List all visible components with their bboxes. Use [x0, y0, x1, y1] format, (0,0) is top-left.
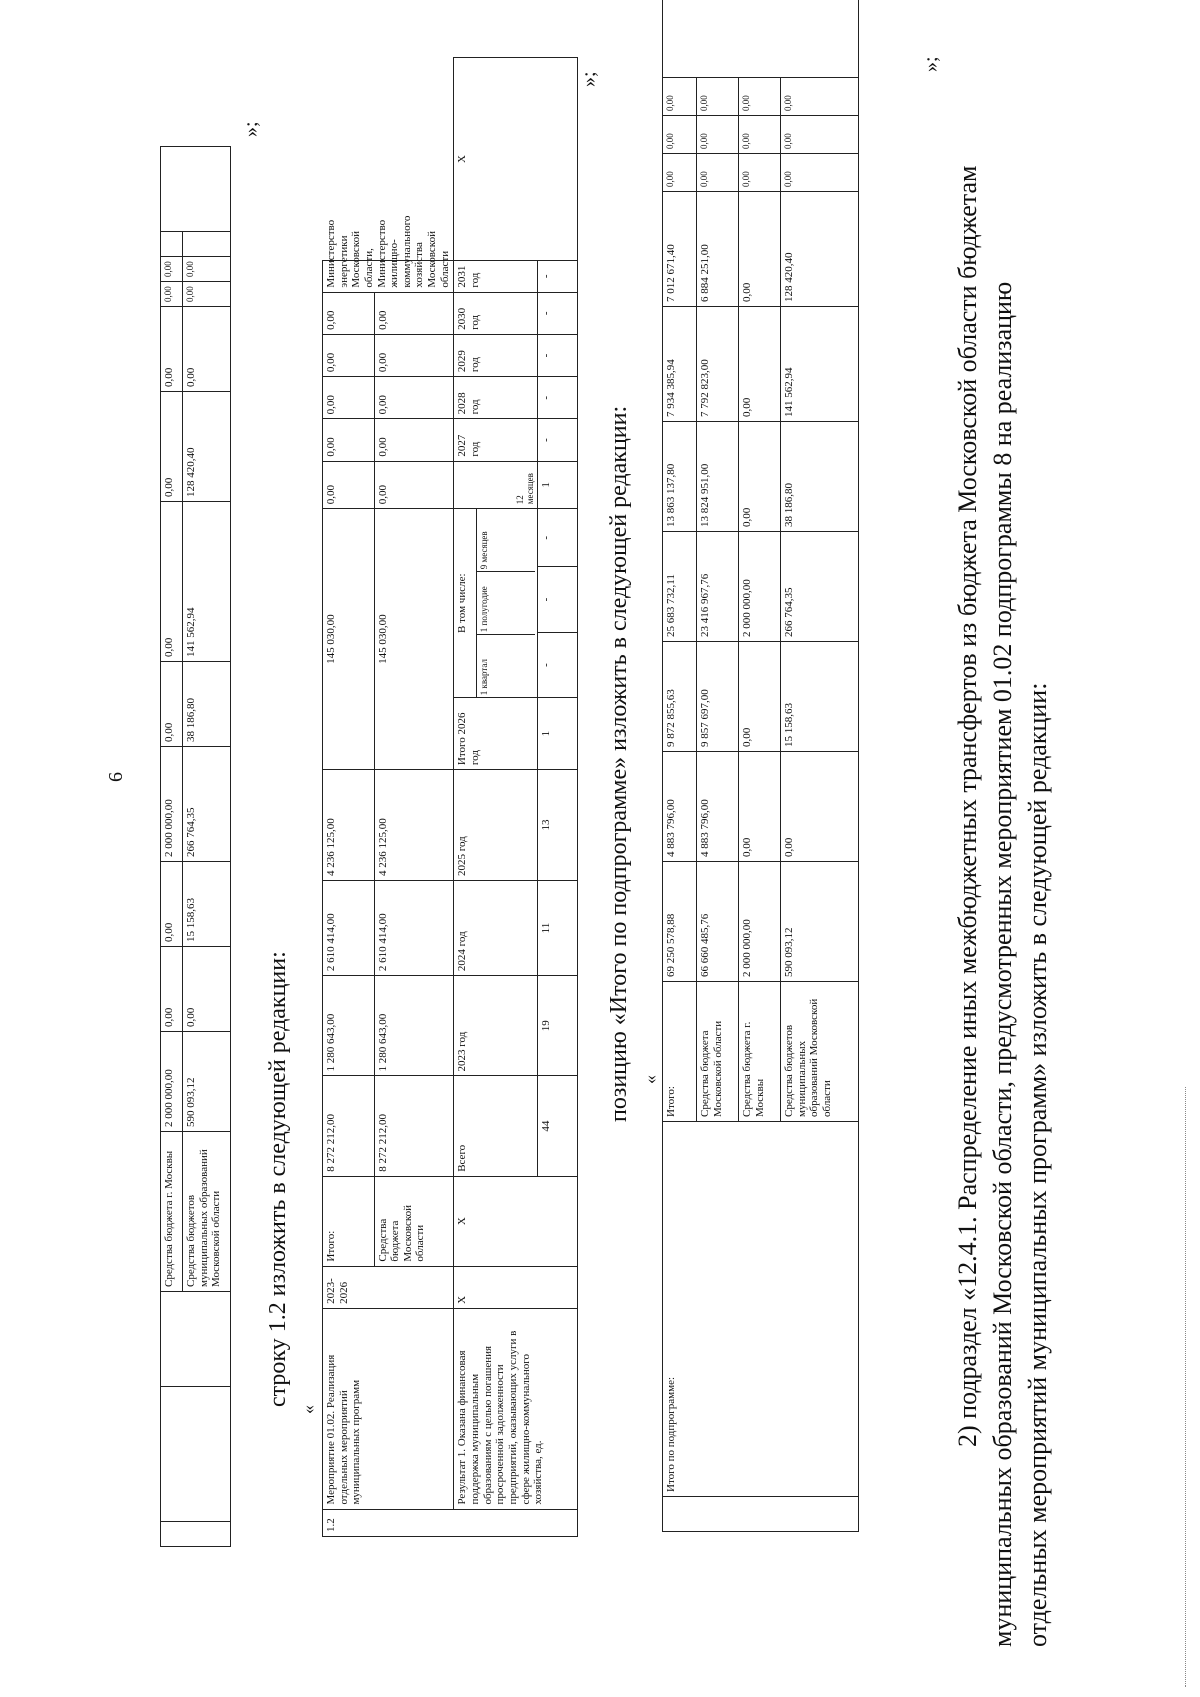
- top-row2-v1: 0,00: [183, 947, 231, 1032]
- top-row2-v8: 0,00: [183, 282, 231, 307]
- itogo-r1-v4: 13 824 951,00: [697, 422, 739, 532]
- top-row1-v6: 0,00: [161, 392, 183, 502]
- itogo-r0-v4: 13 863 137,80: [663, 422, 697, 532]
- paragraph-line-2: муниципальных образований Московской области, предусмотренных мероприятием 01.02 подпрограммы 8 на реализацию: [988, 281, 1017, 1647]
- paragraph-12-4-1: [950, 27, 1055, 1647]
- itogo-r3-v5: 141 562,94: [781, 307, 859, 422]
- itogo-end-mark: »;: [920, 56, 942, 72]
- itogo-r1-v8: 0,00: [697, 116, 739, 154]
- r12-x3: X: [454, 58, 578, 261]
- itogo-r2-v0: 2 000 000,00: [739, 862, 781, 982]
- r12-mo-v8: 0,00: [374, 334, 454, 376]
- top-row1-label: Средства бюджета г. Москвы: [161, 1132, 183, 1292]
- r12-h-vtom: В том числе:: [454, 509, 477, 697]
- itogo-r0-v1: 4 883 796,00: [663, 752, 697, 862]
- top-row2-v4: 38 186,80: [183, 662, 231, 747]
- top-row1-v4: 0,00: [161, 662, 183, 747]
- r12-res-v4: 1: [538, 698, 578, 770]
- itogo-r0-v7: 0,00: [663, 154, 697, 192]
- itogo-r1-v2: 9 857 697,00: [697, 642, 739, 752]
- top-row2-v3: 266 764,35: [183, 747, 231, 862]
- top-empty-resp: [161, 147, 231, 232]
- r12-res-v2: 11: [538, 881, 578, 976]
- page-number: 6: [105, 772, 127, 782]
- itogo-r1-v1: 4 883 796,00: [697, 752, 739, 862]
- itogo-r3-v3: 266 764,35: [781, 532, 859, 642]
- r12-res-v12: -: [538, 292, 578, 334]
- r12-itogo-v0: 8 272 212,00: [323, 1076, 375, 1176]
- top-row2-v2: 15 158,63: [183, 862, 231, 947]
- r12-result: Результат 1. Оказана финансовая поддержка муниципальным образованиям с целью погашения просроченной задолженности предприятий, оказывающих услуги в сфере жилищно-коммунального хозяйства, ед.: [454, 1308, 578, 1509]
- r12-x1: X: [454, 1266, 578, 1308]
- top-end-mark: »;: [240, 121, 262, 137]
- r12-mo-v9: 0,00: [374, 292, 454, 334]
- itogo-r2-v9: 0,00: [739, 78, 781, 116]
- table-row-1-2: [322, 57, 578, 1537]
- r12-h-2023: 2023 год: [454, 976, 538, 1076]
- heading-row-1-2: строку 1.2 изложить в следующей редакции:: [265, 951, 291, 1407]
- itogo-r2-v3: 2 000 000,00: [739, 532, 781, 642]
- r12-mo-v0: 8 272 212,00: [374, 1076, 454, 1176]
- r12-h-2029: 2029 год: [454, 334, 538, 376]
- heading-itogo: позицию «Итого по подпрограмме» изложить в следующей редакции:: [606, 405, 632, 1122]
- itogo-r3-v6: 128 420,40: [781, 192, 859, 307]
- itogo-r1-v3: 23 416 967,76: [697, 532, 739, 642]
- r12-responsible: Министерство энергетики Московской области, Министерство жилищно-коммунального хозяйства Московской области: [323, 260, 454, 292]
- itogo-r0-v9: 0,00: [663, 78, 697, 116]
- itogo-r3-v0: 590 093,12: [781, 862, 859, 982]
- itogo-r1-v9: 0,00: [697, 78, 739, 116]
- r12-h-m9: 9 месяцев: [479, 531, 490, 570]
- r12-h-2030: 2030 год: [454, 292, 538, 334]
- scan-edge-dots: [1185, 1087, 1187, 1687]
- r12-itogo-v3: 4 236 125,00: [323, 770, 375, 881]
- top-row1-extra: [161, 232, 183, 257]
- itogo-r3-v7: 0,00: [781, 154, 859, 192]
- r12-res-v0: 44: [538, 1076, 578, 1176]
- r12-measure: Мероприятие 01.02. Реализация отдельных мероприятий муниципальных программ: [323, 1308, 454, 1509]
- itogo-r1-v6: 6 884 251,00: [697, 192, 739, 307]
- r12-h-m12: 12 месяцев: [454, 461, 538, 509]
- r12-x2: X: [454, 1176, 578, 1266]
- r12-res-v13: -: [538, 260, 578, 292]
- top-row2-extra: [183, 232, 231, 257]
- paragraph-line-3: отдельных мероприятий муниципальных программ» изложить в следующей редакции:: [1023, 682, 1052, 1647]
- r12-res-v5: -: [538, 632, 578, 697]
- r12-mo-v3: 4 236 125,00: [374, 770, 454, 881]
- top-row1-v7: 0,00: [161, 307, 183, 392]
- top-row2-v5: 141 562,94: [183, 502, 231, 662]
- top-row1-v0: 2 000 000,00: [161, 1032, 183, 1132]
- itogo-r0-v2: 9 872 855,63: [663, 642, 697, 752]
- row12-end-mark: »;: [578, 71, 600, 87]
- top-row2-label: Средства бюджетов муниципальных образований Московской области: [183, 1132, 231, 1292]
- itogo-empty-num: [663, 1497, 859, 1532]
- r12-res-v3: 13: [538, 770, 578, 881]
- r12-mo-v5: 0,00: [374, 461, 454, 509]
- itogo-r0-v0: 69 250 578,88: [663, 862, 697, 982]
- itogo-r1-v5: 7 792 823,00: [697, 307, 739, 422]
- itogo-r3-v4: 38 186,80: [781, 422, 859, 532]
- r12-h-subcells: [454, 509, 538, 698]
- r12-mo-v4: 145 030,00: [374, 509, 454, 770]
- itogo-r0-v3: 25 683 732,11: [663, 532, 697, 642]
- itogo-r2-v7: 0,00: [739, 154, 781, 192]
- r12-res-v6: -: [538, 567, 578, 632]
- r12-res-v11: -: [538, 334, 578, 376]
- r12-itogo-v1: 1 280 643,00: [323, 976, 375, 1076]
- paragraph-line-1: 2) подраздел «12.4.1. Распределение иных межбюджетных трансфертов из бюджета Московской области бюджетам: [953, 165, 982, 1447]
- itogo-r2-label: Средства бюджета г. Москвы: [739, 982, 781, 1122]
- itogo-r2-v8: 0,00: [739, 116, 781, 154]
- r12-itogo-v9: 0,00: [323, 292, 375, 334]
- r12-itogo-v6: 0,00: [323, 419, 375, 461]
- itogo-r3-v1: 0,00: [781, 752, 859, 862]
- itogo-r1-v7: 0,00: [697, 154, 739, 192]
- r12-h-2028: 2028 год: [454, 377, 538, 419]
- itogo-r2-v5: 0,00: [739, 307, 781, 422]
- r12-h-h1: 1 полугодие: [477, 571, 535, 634]
- r12-h-2024: 2024 год: [454, 881, 538, 976]
- itogo-label: Итого по подпрограмме:: [663, 1122, 859, 1497]
- table-itogo: [662, 0, 859, 1532]
- top-row2-v0: 590 093,12: [183, 1032, 231, 1132]
- r12-itogo-v2: 2 610 414,00: [323, 881, 375, 976]
- itogo-r0-v5: 7 934 385,94: [663, 307, 697, 422]
- top-row1-v3: 2 000 000,00: [161, 747, 183, 862]
- top-empty-measure: [161, 1387, 231, 1522]
- top-row2-v6: 128 420,40: [183, 392, 231, 502]
- r12-h-q1: 1 квартал: [477, 634, 535, 697]
- r12-mo-v6: 0,00: [374, 419, 454, 461]
- r12-h-2025: 2025 год: [454, 770, 538, 881]
- itogo-r0-v6: 7 012 671,40: [663, 192, 697, 307]
- top-empty-num: [161, 1522, 231, 1547]
- itogo-r2-v1: 0,00: [739, 752, 781, 862]
- top-row1-v5: 0,00: [161, 502, 183, 662]
- r12-num: 1.2: [323, 1509, 578, 1536]
- r12-res-v8: 1: [538, 461, 578, 509]
- top-row2-v9: 0,00: [183, 257, 231, 282]
- itogo-r0-v8: 0,00: [663, 116, 697, 154]
- top-empty-period: [161, 1292, 231, 1387]
- itogo-r0-label: Итого:: [663, 982, 697, 1122]
- itogo-r3-v9: 0,00: [781, 78, 859, 116]
- r12-h-2027: 2027 год: [454, 419, 538, 461]
- itogo-r3-label: Средства бюджетов муниципальных образований Московской области: [781, 982, 859, 1122]
- itogo-r1-v0: 66 660 485,76: [697, 862, 739, 982]
- r12-itogo-label: Итого:: [323, 1176, 375, 1266]
- top-row2-v7: 0,00: [183, 307, 231, 392]
- itogo-r3-v8: 0,00: [781, 116, 859, 154]
- itogo-r1-label: Средства бюджета Московской области: [697, 982, 739, 1122]
- r12-itogo-v4: 145 030,00: [323, 509, 375, 770]
- top-row1-v9: 0,00: [161, 257, 183, 282]
- r12-res-v1: 19: [538, 976, 578, 1076]
- r12-mo-v2: 2 610 414,00: [374, 881, 454, 976]
- top-row1-v2: 0,00: [161, 862, 183, 947]
- r12-h-total: Всего: [454, 1076, 538, 1176]
- r12-period: 2023-2026: [323, 1266, 454, 1308]
- r12-mo-label: Средства бюджета Московской области: [374, 1176, 454, 1266]
- itogo-empty-resp: [663, 0, 859, 78]
- r12-res-v7: -: [538, 509, 578, 567]
- r12-h-2031: 2031 год: [454, 260, 538, 292]
- top-row1-v1: 0,00: [161, 947, 183, 1032]
- r12-h-subheaders: [477, 509, 535, 697]
- r12-mo-v7: 0,00: [374, 377, 454, 419]
- r12-res-v9: -: [538, 419, 578, 461]
- itogo-r2-v2: 0,00: [739, 642, 781, 752]
- r12-mo-v1: 1 280 643,00: [374, 976, 454, 1076]
- r12-itogo-v8: 0,00: [323, 334, 375, 376]
- r12-itogo-v5: 0,00: [323, 461, 375, 509]
- quote-open-1: «: [298, 1405, 318, 1414]
- itogo-r2-v4: 0,00: [739, 422, 781, 532]
- r12-itogo-v7: 0,00: [323, 377, 375, 419]
- r12-res-v10: -: [538, 377, 578, 419]
- quote-open-2: «: [640, 1075, 660, 1084]
- top-row1-v8: 0,00: [161, 282, 183, 307]
- itogo-r3-v2: 15 158,63: [781, 642, 859, 752]
- table-top-continuation: [160, 146, 231, 1547]
- r12-h-itogo2026: Итого 2026 год: [454, 698, 538, 770]
- itogo-r2-v6: 0,00: [739, 192, 781, 307]
